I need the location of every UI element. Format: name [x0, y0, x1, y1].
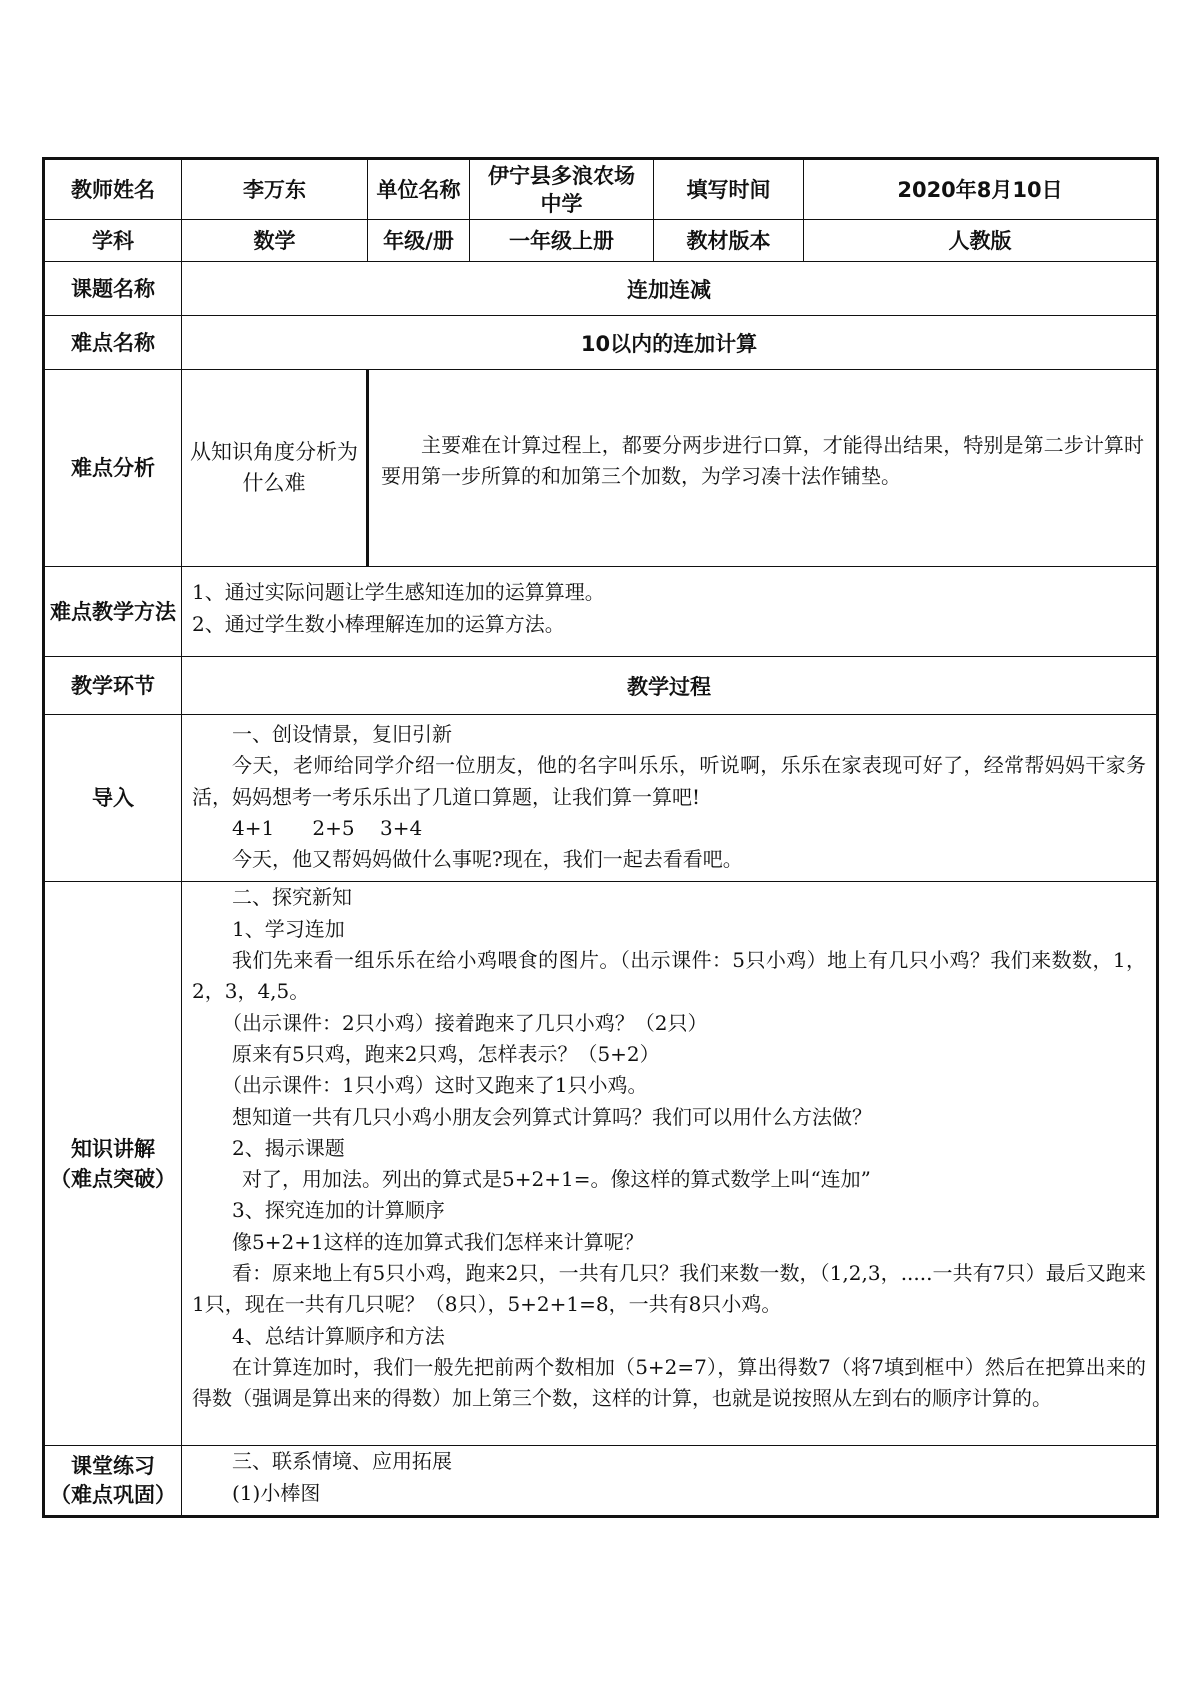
knowledge-line: 2、揭示课题 — [232, 1135, 345, 1160]
topic-value: 连加连减 — [182, 262, 1158, 316]
knowledge-line: 看：原来地上有5只小鸡，跑来2只，一共有几只？我们来数一数，（1,2,3，.....一共有7只）最后又跑来1只，现在一共有几只呢？（8只），5+2+1=8，一共有8只小鸡。 — [192, 1261, 1146, 1317]
teacher-name-value: 李万东 — [182, 159, 368, 220]
knowledge-line: 3、探究连加的计算顺序 — [232, 1198, 445, 1223]
topic-label: 课题名称 — [44, 262, 182, 316]
process-stage-label: 教学环节 — [44, 657, 182, 715]
analysis-text: 主要难在计算过程上，都要分两步进行口算，才能得出结果，特别是第二步计算时要用第一步所算的和加第三个加数，为学习凑十法作铺垫。 — [381, 433, 1144, 488]
knowledge-line: （出示课件：2只小鸡）接着跑来了几只小鸡？（2只） — [222, 1010, 708, 1035]
grade-value: 一年级上册 — [470, 220, 654, 262]
analysis-label: 难点分析 — [44, 370, 182, 567]
difficulty-label: 难点名称 — [44, 316, 182, 370]
practice-cell — [182, 1446, 1158, 1517]
knowledge-label — [44, 882, 182, 1446]
lesson-plan-table — [42, 157, 1159, 1518]
method-list — [182, 577, 1156, 646]
method-item: 1、通过实际问题让学生感知连加的运算算理。 — [192, 580, 605, 605]
intro-line: 4+1 2+5 3+4 — [232, 815, 423, 840]
intro-label: 导入 — [44, 715, 182, 882]
knowledge-label-line2: （难点突破） — [50, 1166, 176, 1191]
intro-cell — [182, 715, 1158, 882]
subject-label: 学科 — [44, 220, 182, 262]
edition-label: 教材版本 — [654, 220, 804, 262]
teacher-name-label: 教师姓名 — [44, 159, 182, 220]
practice-text — [182, 1446, 1156, 1515]
knowledge-line: （出示课件：1只小鸡）这时又跑来了1只小鸡。 — [222, 1073, 648, 1098]
intro-text — [182, 715, 1156, 881]
edition-value: 人教版 — [804, 220, 1158, 262]
knowledge-line: 在计算连加时，我们一般先把前两个数相加（5+2=7），算出得数7（将7填到框中）然后在把算出来的得数（强调是算出来的得数）加上第三个数，这样的计算，也就是说按照从左到右的顺序计算的。 — [192, 1354, 1146, 1411]
knowledge-cell — [182, 882, 1158, 1446]
analysis-text-cell — [368, 370, 1158, 567]
unit-name-label: 单位名称 — [368, 159, 470, 220]
knowledge-line: 想知道一共有几只小鸡小朋友会列算式计算吗？我们可以用什么方法做？ — [232, 1104, 872, 1129]
knowledge-line: 我们先来看一组乐乐在给小鸡喂食的图片。（出示课件：5只小鸡）地上有几只小鸡？我们来数数，1，2，3，4,5。 — [192, 948, 1146, 1004]
method-cell — [182, 567, 1158, 657]
practice-label-line1: 课堂练习 — [71, 1453, 155, 1478]
process-header-value: 教学过程 — [182, 657, 1158, 715]
knowledge-line: 像5+2+1这样的连加算式我们怎样来计算呢？ — [232, 1229, 644, 1254]
grade-label: 年级/册 — [368, 220, 470, 262]
intro-line: 今天，他又帮妈妈做什么事呢?现在，我们一起去看看吧。 — [232, 847, 743, 872]
practice-label — [44, 1446, 182, 1517]
knowledge-line: 4、总结计算顺序和方法 — [232, 1323, 445, 1348]
intro-line: 今天，老师给同学介绍一位朋友，他的名字叫乐乐，听说啊，乐乐在家表现可好了，经常帮妈妈干家务活，妈妈想考一考乐乐出了几道口算题，让我们算一算吧! — [192, 753, 1146, 809]
method-label: 难点教学方法 — [44, 567, 182, 657]
unit-name-value: 伊宁县多浪农场中学 — [470, 159, 654, 220]
fill-date-label: 填写时间 — [654, 159, 804, 220]
knowledge-label-line1: 知识讲解 — [71, 1136, 155, 1161]
knowledge-line: 二、探究新知 — [232, 885, 352, 910]
practice-line: (1)小棒图 — [232, 1480, 321, 1505]
practice-line: 三、联系情境、应用拓展 — [232, 1449, 452, 1474]
fill-date-value: 2020年8月10日 — [804, 159, 1158, 220]
practice-label-line2: （难点巩固） — [50, 1482, 176, 1507]
knowledge-text — [182, 882, 1156, 1420]
knowledge-line: 原来有5只鸡，跑来2只鸡，怎样表示？（5+2） — [232, 1041, 660, 1066]
method-item: 2、通过学生数小棒理解连加的运算方法。 — [192, 611, 565, 636]
analysis-sub-label: 从知识角度分析为什么难 — [182, 370, 368, 567]
knowledge-line: 对了，用加法。列出的算式是5+2+1=。像这样的算式数学上叫“连加” — [242, 1167, 871, 1192]
knowledge-line: 1、学习连加 — [232, 916, 345, 941]
subject-value: 数学 — [182, 220, 368, 262]
difficulty-value: 10以内的连加计算 — [182, 316, 1158, 370]
intro-line: 一、创设情景，复旧引新 — [232, 722, 452, 746]
